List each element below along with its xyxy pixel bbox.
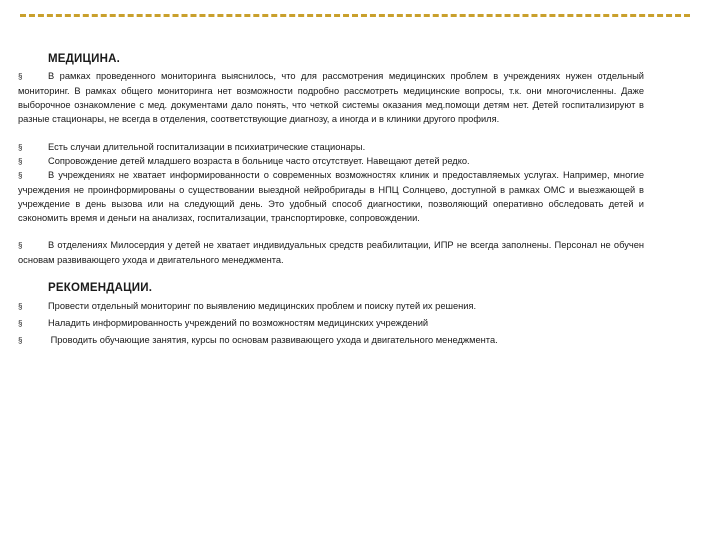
list-item: § В отделениях Милосердия у детей не хватает индивидуальных средств реабилитации, ИПР не всегда заполнены. Персонал не обучен основам развивающего ухода и двигательного менеджмента. bbox=[18, 240, 644, 266]
list-item: § В рамках проведенного мониторинга выяснилось, что для рассмотрения медицинских проблем в учреждениях нужен отдельный мониторинг. В рамках общего мониторинга нет возможности подробно рассмотреть медицинские вопросы, т.к. они многочисленны. Даже выборочное ознакомление с мед. документами дало понять, что четкой системы оказания мед.помощи детям нет. Детей госпитализируют в разные стационары, не всегда в отделения, соответствующие диагнозу, а иногда и в клиники другого профиля. bbox=[18, 71, 644, 125]
recommendation-item: § Наладить информированность учреждений по возможностям медицинских учреждений bbox=[18, 316, 658, 331]
bullet-icon: § bbox=[18, 336, 23, 345]
bullet-icon: § bbox=[18, 170, 23, 180]
list-item: § Есть случаи длительной госпитализации в психиатрические стационары. bbox=[18, 140, 644, 155]
bullet-icon: § bbox=[18, 142, 23, 152]
bullet-icon: § bbox=[18, 72, 23, 81]
bullet-icon: § bbox=[18, 156, 23, 166]
bullet-icon: § bbox=[18, 302, 23, 311]
bullet-icon: § bbox=[18, 241, 23, 250]
list-item: § В учреждениях не хватает информированности о современных возможностях клиник и предоставляемых услугах. Например, многие учреждения не проинформированы о существовании выездной нейробригады в НПЦ Солнцево, доступной в рамках ОМС и выезжающей в учреждение в день вызова или на следующий день. Это удобный способ диагностики, позволяющий оперативно обследовать детей и сэкономить время и деньги на анализах, госпитализации, транспортировке, сопровождении. bbox=[18, 169, 644, 223]
section-title-medicine: МЕДИЦИНА. bbox=[48, 53, 120, 65]
top-decorative-rule bbox=[20, 14, 690, 17]
recommendation-item: § Проводить обучающие занятия, курсы по основам развивающего ухода и двигательного менеджмента. bbox=[18, 333, 658, 348]
recommendation-item: § Провести отдельный мониторинг по выявлению медицинских проблем и поиску путей их решения. bbox=[18, 299, 658, 314]
section-title-recommendations: РЕКОМЕНДАЦИИ. bbox=[48, 282, 153, 294]
list-item: § Сопровождение детей младшего возраста в больнице часто отсутствует. Навещают детей редко. bbox=[18, 154, 644, 169]
bullet-icon: § bbox=[18, 319, 23, 328]
